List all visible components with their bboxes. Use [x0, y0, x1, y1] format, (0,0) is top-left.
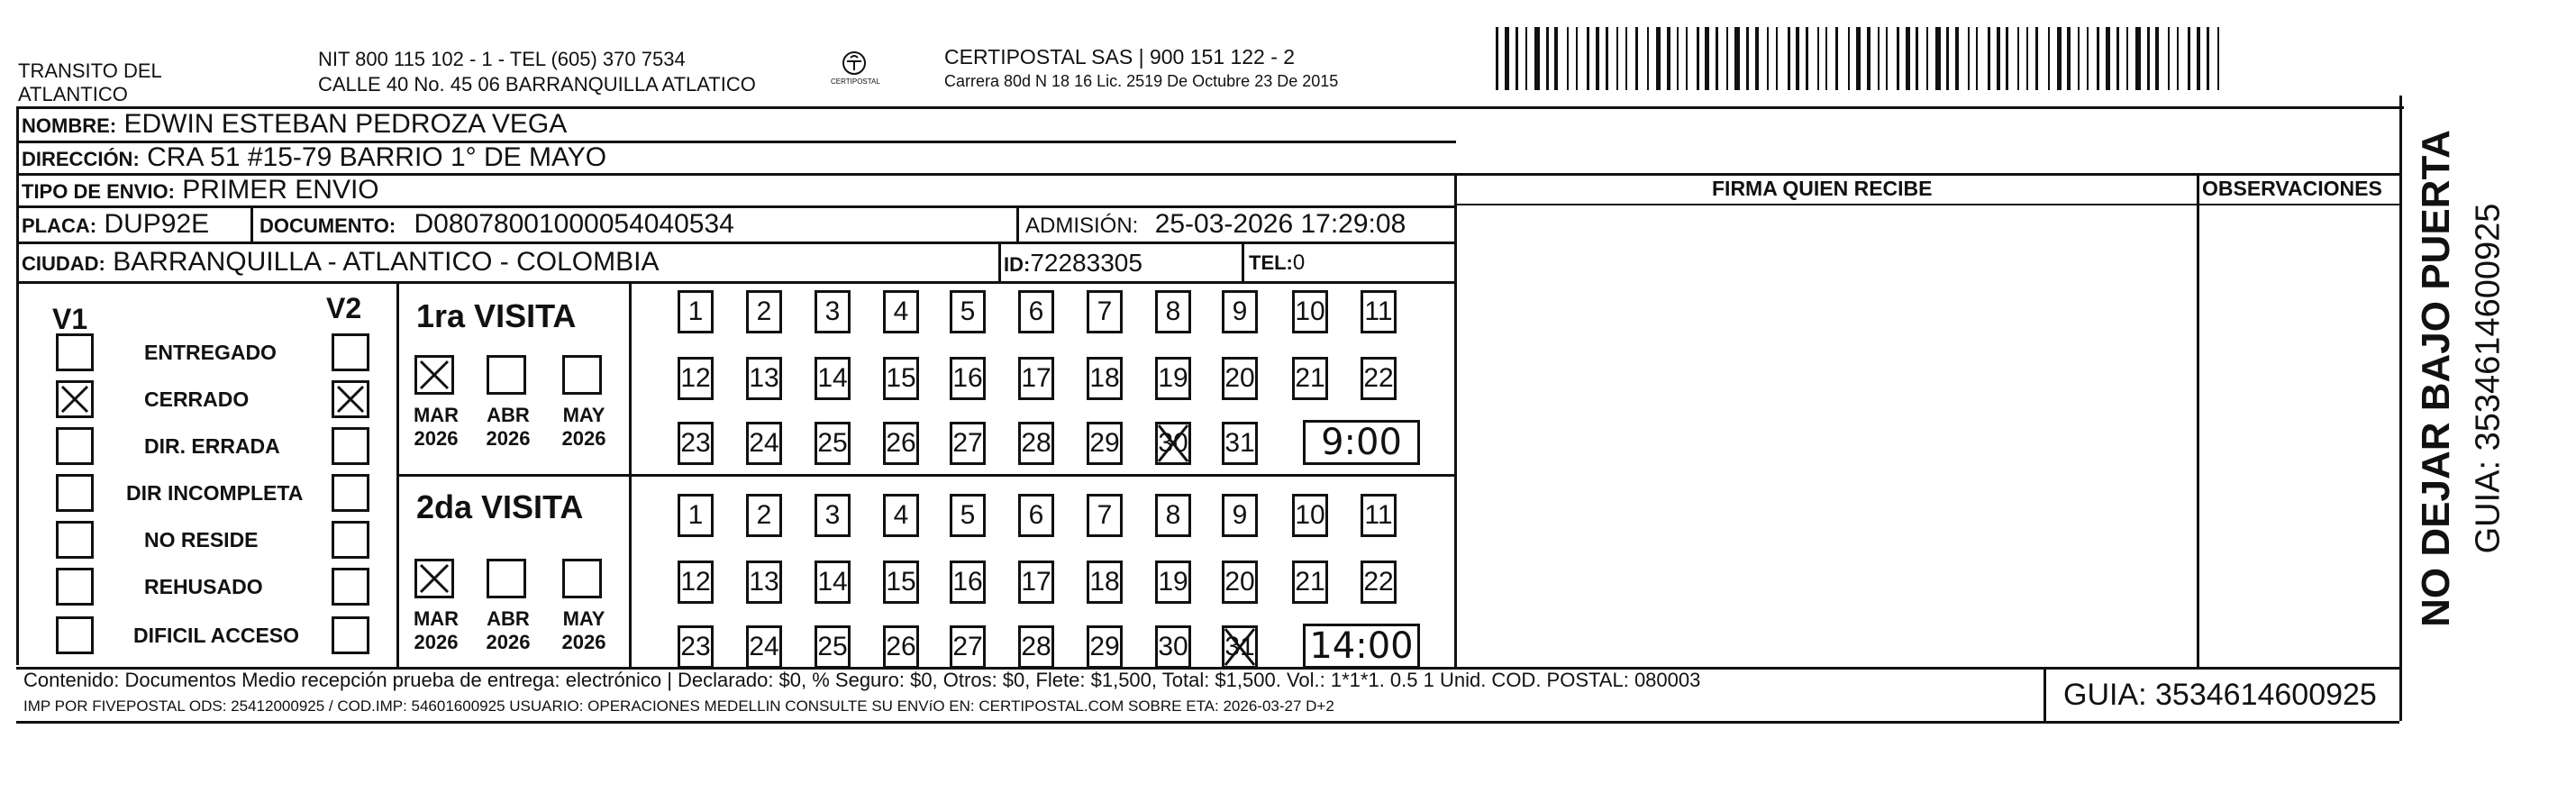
month-label — [409, 607, 463, 654]
no-dejar-bajo-puerta: NO DEJAR BAJO PUERTA — [2414, 130, 2458, 627]
day-cell[interactable]: 28 — [1018, 422, 1054, 465]
admision-value: 25-03-2026 17:29:08 — [1154, 209, 1406, 239]
day-cell[interactable]: 4 — [883, 494, 919, 537]
x-mark-icon — [417, 561, 451, 596]
time-value: 9:00 — [1321, 422, 1402, 463]
tel-label: TEL: — [1249, 251, 1293, 274]
day-cell[interactable]: 11 — [1361, 290, 1397, 333]
day-cell[interactable]: 18 — [1087, 357, 1123, 400]
day-cell[interactable]: 27 — [950, 625, 986, 669]
v2-checkbox[interactable] — [332, 521, 369, 559]
month-year: 2026 — [414, 427, 459, 450]
id-label: ID: — [1004, 253, 1031, 276]
day-check-mark — [1155, 422, 1191, 465]
issuer-line-2: ATLANTICO — [18, 83, 128, 105]
day-cell[interactable]: 17 — [1018, 561, 1054, 604]
documento-value: D08078001000054040534 — [414, 209, 734, 239]
ciudad-value: BARRANQUILLA - ATLANTICO - COLOMBIA — [113, 247, 660, 277]
status-label: DIR. ERRADA — [144, 434, 280, 458]
firma-area[interactable] — [1460, 209, 2191, 663]
x-mark-icon — [59, 383, 91, 415]
v1-checkbox[interactable] — [56, 474, 94, 512]
time-value: 14:00 — [1309, 625, 1414, 667]
v2-checkbox[interactable] — [332, 380, 369, 418]
observaciones-area[interactable] — [2202, 209, 2397, 663]
admision-label: ADMISIÓN: — [1025, 214, 1139, 238]
day-cell[interactable]: 27 — [950, 422, 986, 465]
month-checkbox-mar[interactable] — [414, 355, 454, 395]
x-mark-icon — [334, 383, 367, 415]
month-label — [481, 607, 535, 654]
day-cell[interactable]: 3 — [815, 494, 851, 537]
tipo-value: PRIMER ENVIO — [182, 175, 379, 205]
day-cell[interactable]: 14 — [815, 357, 851, 400]
certipostal-logo — [827, 50, 881, 96]
day-cell[interactable]: 15 — [883, 357, 919, 400]
field-admision — [1025, 209, 1406, 240]
issuer-address: CALLE 40 No. 45 06 BARRANQUILLA ATLATICO — [318, 73, 756, 96]
month-label — [409, 404, 463, 451]
day-cell[interactable]: 2 — [746, 494, 782, 537]
field-direccion — [22, 142, 606, 173]
day-check-mark — [1222, 625, 1258, 669]
day-cell[interactable]: 8 — [1155, 290, 1191, 333]
day-cell[interactable]: 23 — [678, 422, 714, 465]
v1-checkbox[interactable] — [56, 521, 94, 559]
v1-checkbox[interactable] — [56, 427, 94, 465]
day-cell[interactable]: 24 — [746, 422, 782, 465]
month-year: 2026 — [414, 631, 459, 653]
row-line-3 — [16, 205, 1456, 208]
footer-guia: GUIA: 3534614600925 — [2063, 678, 2377, 712]
day-cell[interactable]: 15 — [883, 561, 919, 604]
frame-right — [2399, 96, 2402, 721]
footer-contenido: Contenido: Documentos Medio recepción prueba de entrega: electrónico | Declarado: $0, % Seguro: $0, Otros: $0, Flete: $1,500, Total: $1,500. Vol.: 1*1*1. 0.5 1 Unid. COD. POSTAL: 080003 — [23, 669, 1701, 691]
placa-value: DUP92E — [104, 209, 210, 239]
day-cell[interactable]: 22 — [1361, 561, 1397, 604]
month-name: ABR — [487, 404, 530, 426]
courier-license: Carrera 80d N 18 16 Lic. 2519 De Octubre 23 De 2015 — [944, 72, 1339, 90]
day-cell[interactable]: 29 — [1087, 422, 1123, 465]
day-cell[interactable]: 18 — [1087, 561, 1123, 604]
x-mark-icon — [417, 358, 451, 392]
status-label: ENTREGADO — [144, 341, 277, 364]
month-label — [557, 404, 611, 451]
day-cell[interactable]: 9 — [1222, 290, 1258, 333]
day-cell[interactable]: 21 — [1292, 561, 1328, 604]
v2-checkbox[interactable] — [332, 474, 369, 512]
day-cell[interactable]: 26 — [883, 422, 919, 465]
day-cell[interactable]: 30 — [1155, 422, 1191, 465]
month-checkbox-may[interactable] — [562, 559, 602, 598]
sep-doc-adm — [1016, 205, 1019, 242]
day-cell[interactable]: 25 — [815, 422, 851, 465]
day-cell[interactable]: 17 — [1018, 357, 1054, 400]
day-cell[interactable]: 10 — [1292, 290, 1328, 333]
month-checkbox-abr[interactable] — [487, 559, 526, 598]
day-cell[interactable]: 8 — [1155, 494, 1191, 537]
issuer-nit-phone: NIT 800 115 102 - 1 - TEL (605) 370 7534 — [318, 48, 686, 70]
direccion-label: DIRECCIÓN: — [22, 148, 140, 170]
time-box[interactable] — [1303, 420, 1420, 465]
month-name: MAR — [413, 607, 460, 630]
v1-checkbox[interactable] — [56, 568, 94, 606]
status-label: CERRADO — [144, 387, 250, 411]
day-cell[interactable]: 31 — [1222, 625, 1258, 669]
day-cell[interactable]: 16 — [950, 561, 986, 604]
field-documento — [259, 209, 734, 240]
status-label: REHUSADO — [144, 575, 263, 598]
sep-obs-header — [1454, 204, 2399, 205]
day-cell[interactable]: 30 — [1155, 625, 1191, 669]
frame-bottom — [16, 721, 2399, 724]
month-year: 2026 — [486, 427, 531, 450]
status-label: DIR INCOMPLETA — [126, 481, 304, 505]
day-cell[interactable]: 12 — [678, 357, 714, 400]
day-cell[interactable]: 20 — [1222, 561, 1258, 604]
sep-id-tel — [1242, 242, 1244, 281]
v2-checkbox[interactable] — [332, 427, 369, 465]
day-cell[interactable]: 24 — [746, 625, 782, 669]
day-cell[interactable]: 13 — [746, 561, 782, 604]
v2-checkbox[interactable] — [332, 568, 369, 606]
sep-obs — [2197, 173, 2199, 667]
day-cell[interactable]: 7 — [1087, 290, 1123, 333]
day-cell[interactable]: 29 — [1087, 625, 1123, 669]
month-checkbox-abr[interactable] — [487, 355, 526, 395]
field-placa — [22, 209, 209, 240]
x-mark-icon — [1155, 422, 1191, 465]
day-cell[interactable]: 10 — [1292, 494, 1328, 537]
v2-checkbox[interactable] — [332, 333, 369, 371]
sep-footer-guia — [2044, 667, 2046, 721]
nombre-label: NOMBRE: — [22, 114, 117, 137]
v2-checkbox[interactable] — [332, 616, 369, 654]
v1-checkbox[interactable] — [56, 380, 94, 418]
barcode — [1494, 27, 2224, 90]
day-cell[interactable]: 9 — [1222, 494, 1258, 537]
courier-info — [944, 43, 1338, 92]
field-tipo-envio — [22, 175, 379, 205]
day-cell[interactable]: 3 — [815, 290, 851, 333]
frame-left — [16, 106, 19, 665]
day-cell[interactable]: 5 — [950, 494, 986, 537]
issuer-line-1: TRANSITO DEL — [18, 59, 162, 82]
status-label: NO RESIDE — [144, 528, 259, 551]
day-cell[interactable]: 13 — [746, 357, 782, 400]
day-cell[interactable]: 19 — [1155, 561, 1191, 604]
footer-imp: IMP POR FIVEPOSTAL ODS: 25412000925 / COD.IMP: 54601600925 USUARIO: OPERACIONES MEDELLIN CONSULTE SU ENVíO EN: CERTIPOSTAL.COM SOBRE ETA: 2026-03-27 D+2 — [23, 697, 1334, 715]
day-cell[interactable]: 4 — [883, 290, 919, 333]
month-year: 2026 — [561, 631, 606, 653]
day-cell[interactable]: 23 — [678, 625, 714, 669]
id-value: 72283305 — [1030, 249, 1142, 277]
day-cell[interactable]: 7 — [1087, 494, 1123, 537]
direccion-value: CRA 51 #15-79 BARRIO 1° DE MAYO — [147, 142, 607, 172]
day-cell[interactable]: 2 — [746, 290, 782, 333]
day-cell[interactable]: 1 — [678, 494, 714, 537]
tipo-label: TIPO DE ENVIO: — [22, 180, 175, 203]
certipostal-logo-icon — [827, 50, 881, 96]
ciudad-label: CIUDAD: — [22, 252, 105, 275]
side-guia: GUIA: 3534614600925 — [2469, 203, 2508, 554]
day-cell[interactable]: 28 — [1018, 625, 1054, 669]
issuer-name — [18, 59, 162, 106]
sep-visit1-visit2 — [396, 474, 1456, 477]
day-cell[interactable]: 1 — [678, 290, 714, 333]
logo-caption: CERTIPOSTAL — [831, 77, 880, 86]
month-name: ABR — [487, 607, 530, 630]
day-cell[interactable]: 6 — [1018, 290, 1054, 333]
day-cell[interactable]: 19 — [1155, 357, 1191, 400]
day-cell[interactable]: 16 — [950, 357, 986, 400]
month-checkbox-may[interactable] — [562, 355, 602, 395]
day-cell[interactable]: 31 — [1222, 422, 1258, 465]
day-cell[interactable]: 26 — [883, 625, 919, 669]
day-cell[interactable]: 21 — [1292, 357, 1328, 400]
row-line-5 — [16, 281, 1456, 284]
documento-label: DOCUMENTO: — [259, 214, 396, 237]
nombre-value: EDWIN ESTEBAN PEDROZA VEGA — [123, 109, 568, 139]
month-label — [557, 607, 611, 654]
status-label: DIFICIL ACCESO — [133, 624, 300, 647]
firma-header: FIRMA QUIEN RECIBE — [1712, 177, 1933, 200]
field-ciudad — [22, 247, 659, 278]
observaciones-header: OBSERVACIONES — [2202, 177, 2382, 200]
day-cell[interactable]: 5 — [950, 290, 986, 333]
x-mark-icon — [1222, 625, 1258, 669]
barcode-graphic — [1494, 27, 2224, 90]
field-tel — [1249, 251, 1305, 276]
time-box[interactable] — [1303, 624, 1420, 669]
frame-right-top — [2399, 96, 2401, 98]
v1-header: V1 — [52, 303, 88, 335]
month-name: MAY — [562, 607, 605, 630]
issuer-info — [318, 47, 756, 97]
visit1-title: 1ra VISITA — [416, 297, 577, 334]
day-cell[interactable]: 14 — [815, 561, 851, 604]
sep-firma — [1454, 173, 1457, 667]
month-checkbox-mar[interactable] — [414, 559, 454, 598]
sep-ciudad-id — [998, 242, 1001, 281]
placa-label: PLACA: — [22, 214, 97, 237]
month-name: MAY — [562, 404, 605, 426]
day-cell[interactable]: 12 — [678, 561, 714, 604]
day-cell[interactable]: 20 — [1222, 357, 1258, 400]
v2-header: V2 — [326, 292, 362, 324]
month-year: 2026 — [561, 427, 606, 450]
month-name: MAR — [413, 404, 460, 426]
month-label — [481, 404, 535, 451]
v1-checkbox[interactable] — [56, 333, 94, 371]
field-id — [1004, 249, 1142, 278]
tel-value: 0 — [1292, 251, 1306, 275]
row-line-4 — [16, 242, 1456, 244]
field-nombre — [22, 109, 567, 140]
day-cell[interactable]: 25 — [815, 625, 851, 669]
day-cell[interactable]: 22 — [1361, 357, 1397, 400]
v1-checkbox[interactable] — [56, 616, 94, 654]
visit2-title: 2da VISITA — [416, 488, 584, 525]
sep-placa-doc — [250, 205, 253, 242]
day-cell[interactable]: 11 — [1361, 494, 1397, 537]
courier-name: CERTIPOSTAL SAS | 900 151 122 - 2 — [944, 45, 1296, 68]
day-cell[interactable]: 6 — [1018, 494, 1054, 537]
month-year: 2026 — [486, 631, 531, 653]
